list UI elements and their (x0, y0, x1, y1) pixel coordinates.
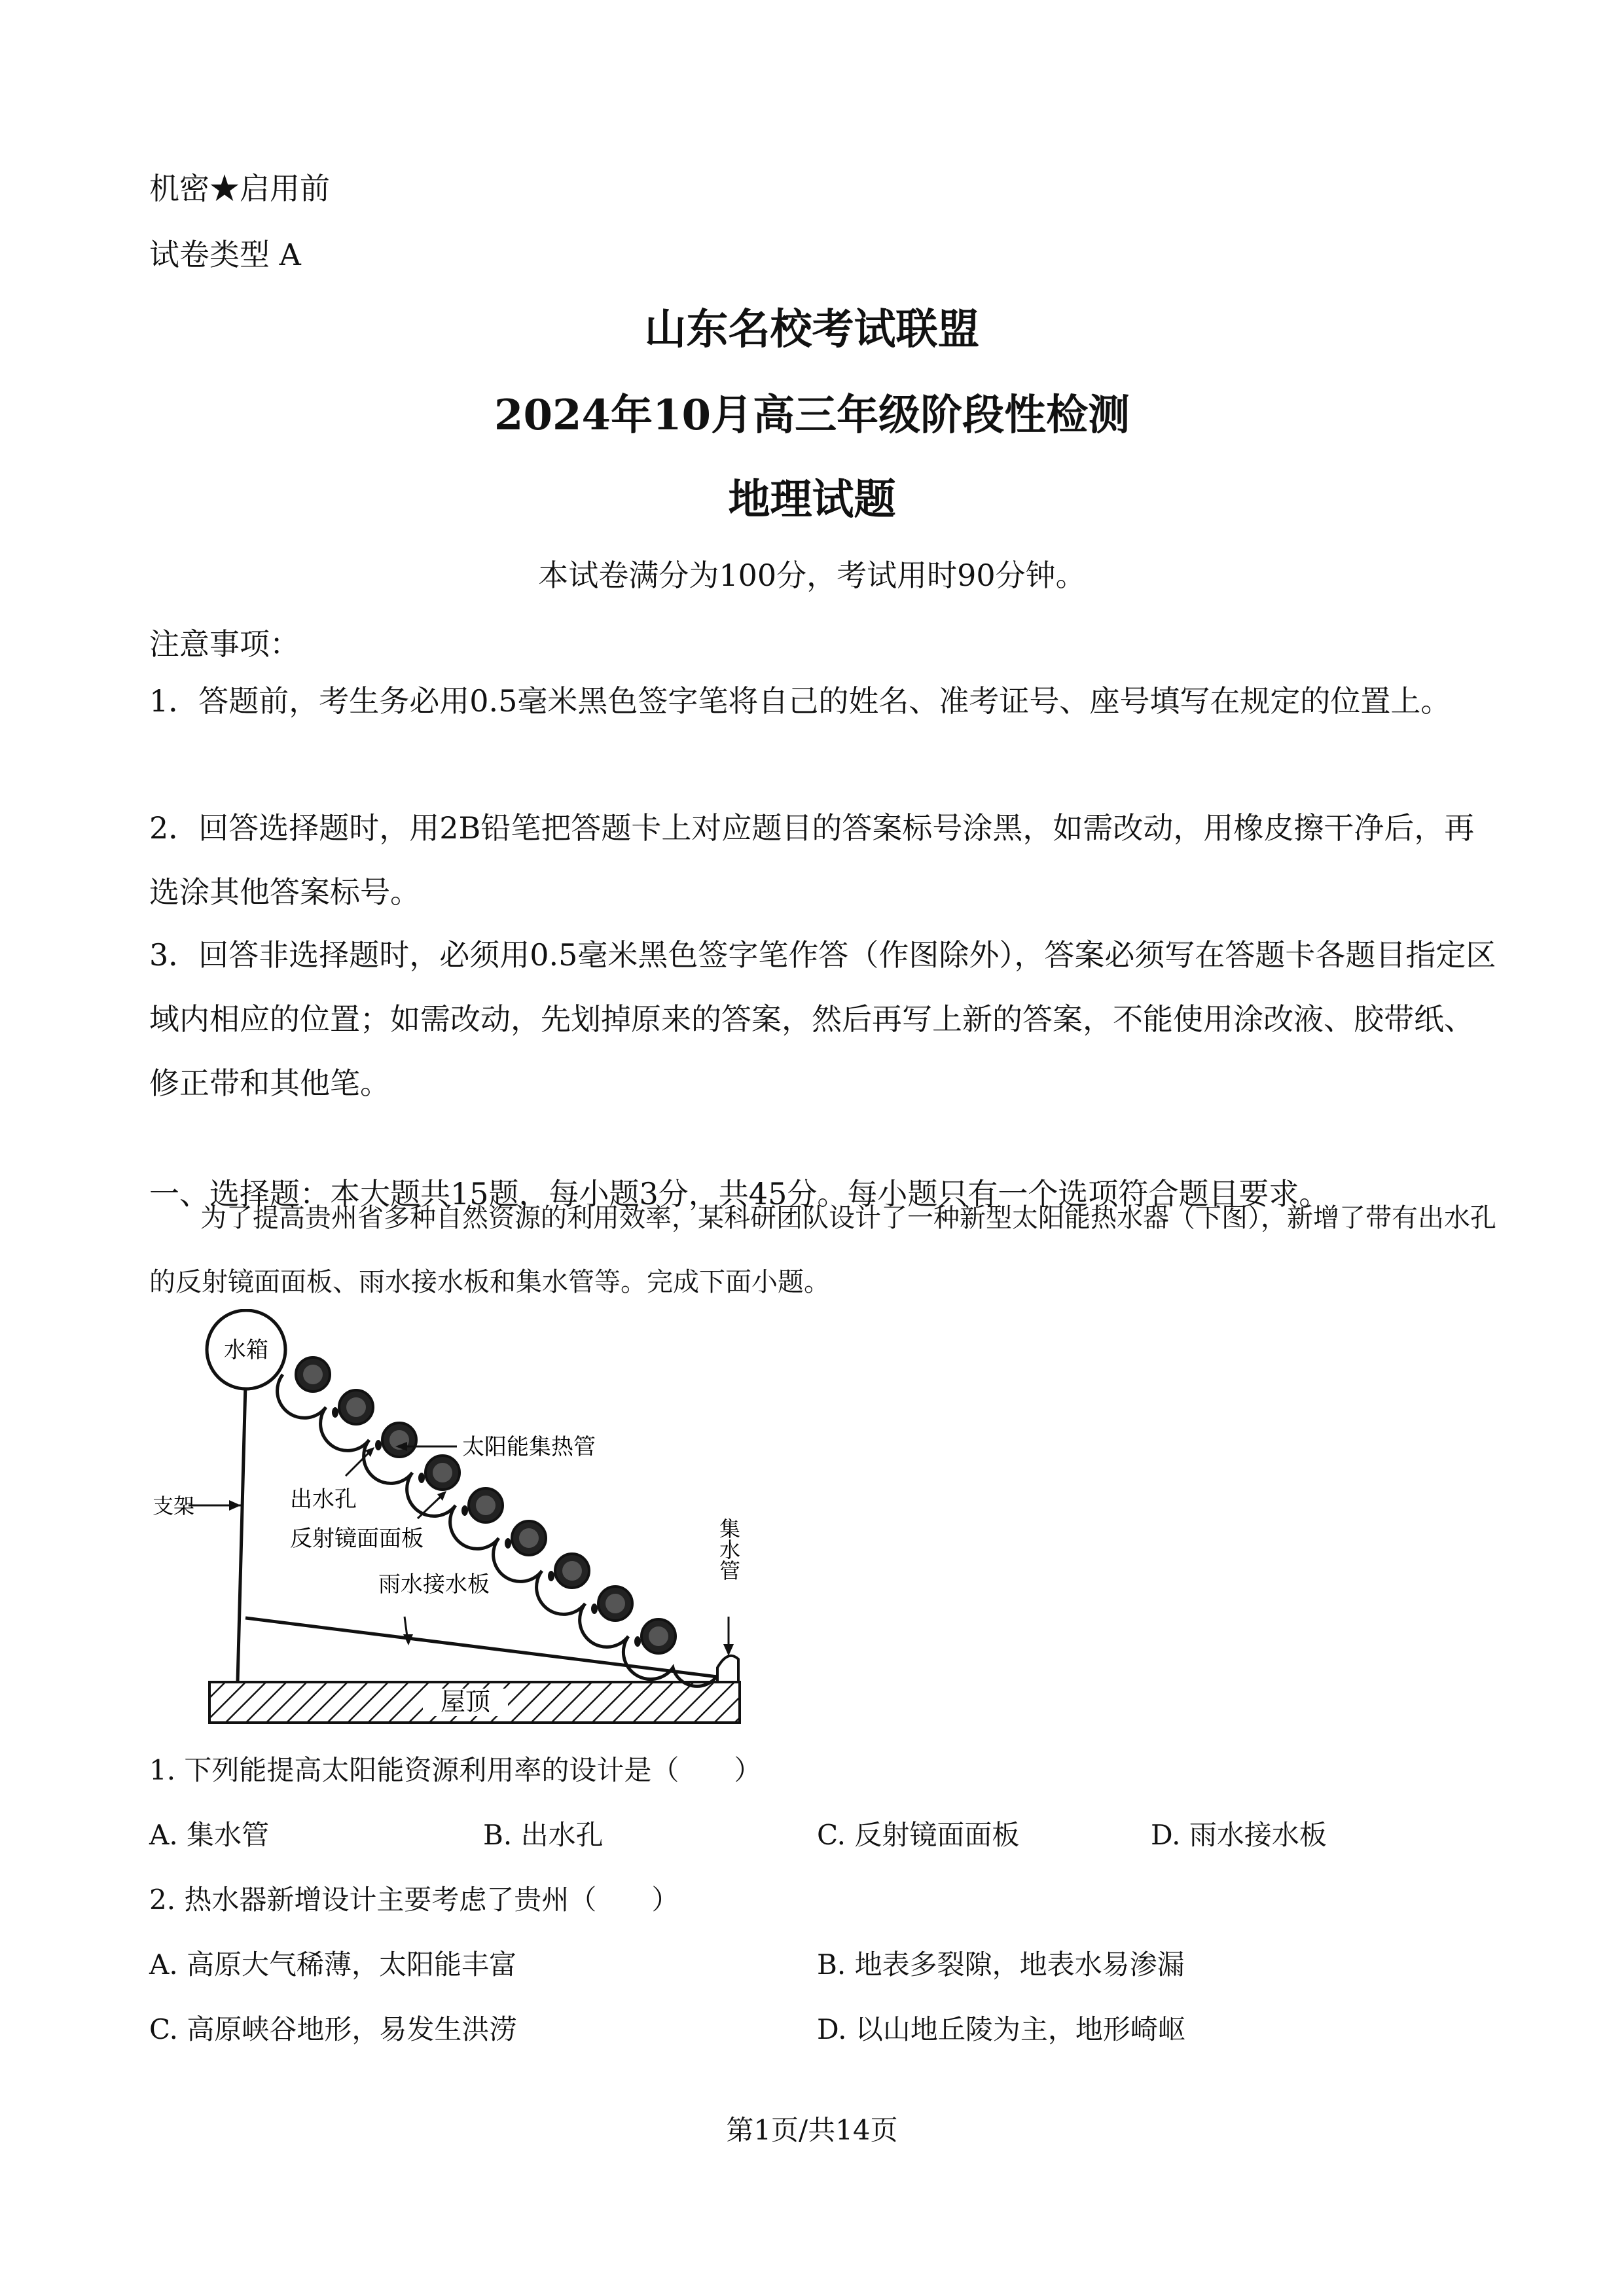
note-item-3: 3．回答非选择题时，必须用0.5毫米黑色签字笔作答（作图除外），答案必须写在答题卡各题目指定区域内相应的位置；如需改动，先划掉原来的答案，然后再写上新的答案，不能使用涂改液、胶带纸、修正带和其他笔。 (149, 937, 1496, 1101)
org-title: 山东名校考试联盟 (644, 305, 980, 354)
collection-pipe (716, 1518, 741, 1682)
roof (209, 1682, 740, 1723)
tank-label: 水箱 (224, 1337, 268, 1363)
exam-info: 本试卷满分为100分，考试用时90分钟。 (538, 558, 1086, 593)
q2-option-c: C. 高原峡谷地形，易发生洪涝 (149, 2013, 517, 2045)
solar-water-heater-figure (149, 1309, 765, 1741)
q1-option-c: C. 反射镜面面板 (817, 1819, 1020, 1851)
q2-option-d: D. 以山地丘陵为主，地形崎岖 (817, 2013, 1185, 2045)
stand-label: 支架 (153, 1494, 195, 1518)
q1-option-b: B. 出水孔 (483, 1819, 604, 1851)
hole-label: 出水孔 (290, 1486, 357, 1513)
rain-board-label: 雨水接水板 (378, 1571, 490, 1598)
section-heading: 一、选择题：本大题共15题，每小题3分，共45分。每小题只有一个选项符合题目要求。 (149, 1176, 1329, 1211)
intro-paragraph: 为了提高贵州省多种自然资源的利用效率，某科研团队设计了一种新型太阳能热水器（下图），新增了带有出水孔的反射镜面面板、雨水接水板和集水管等。完成下面小题。 (149, 1203, 1496, 1297)
q2-option-a: A. 高原大气稀薄，太阳能丰富 (149, 1948, 517, 1981)
tube-label: 太阳能集热管 (462, 1434, 596, 1460)
subject-title: 地理试题 (728, 475, 896, 524)
confidential-mark: 机密★启用前 (149, 171, 330, 206)
notes-heading: 注意事项： (149, 626, 300, 662)
note-item-1: 1．答题前，考生务必用0.5毫米黑色签字笔将自己的姓名、准考证号、座号填写在规定的位置上。 (149, 683, 1451, 719)
question-2-stem: 2. 热水器新增设计主要考虑了贵州（ ） (149, 1884, 679, 1916)
q1-option-a: A. 集水管 (149, 1819, 270, 1851)
note-item-2: 2．回答选择题时，用2B铅笔把答题卡上对应题目的答案标号涂黑，如需改动，用橡皮擦干净后，再选涂其他答案标号。 (149, 810, 1475, 910)
page-footer: 第1页/共14页 (726, 2114, 898, 2146)
paper-type: 试卷类型 A (149, 237, 301, 272)
q1-option-d: D. 雨水接水板 (1151, 1819, 1327, 1851)
roof-label: 屋顶 (440, 1687, 491, 1716)
mirror-label: 反射镜面面板 (290, 1526, 424, 1552)
question-1-stem: 1. 下列能提高太阳能资源利用率的设计是（ ） (149, 1754, 762, 1786)
water-tank (207, 1310, 285, 1389)
pipe-label: 集水管 (716, 1518, 741, 1581)
exam-title: 2024年10月高三年级阶段性检测 (494, 391, 1130, 440)
stand (238, 1384, 245, 1682)
q2-option-b: B. 地表多裂隙，地表水易渗漏 (817, 1948, 1185, 1981)
